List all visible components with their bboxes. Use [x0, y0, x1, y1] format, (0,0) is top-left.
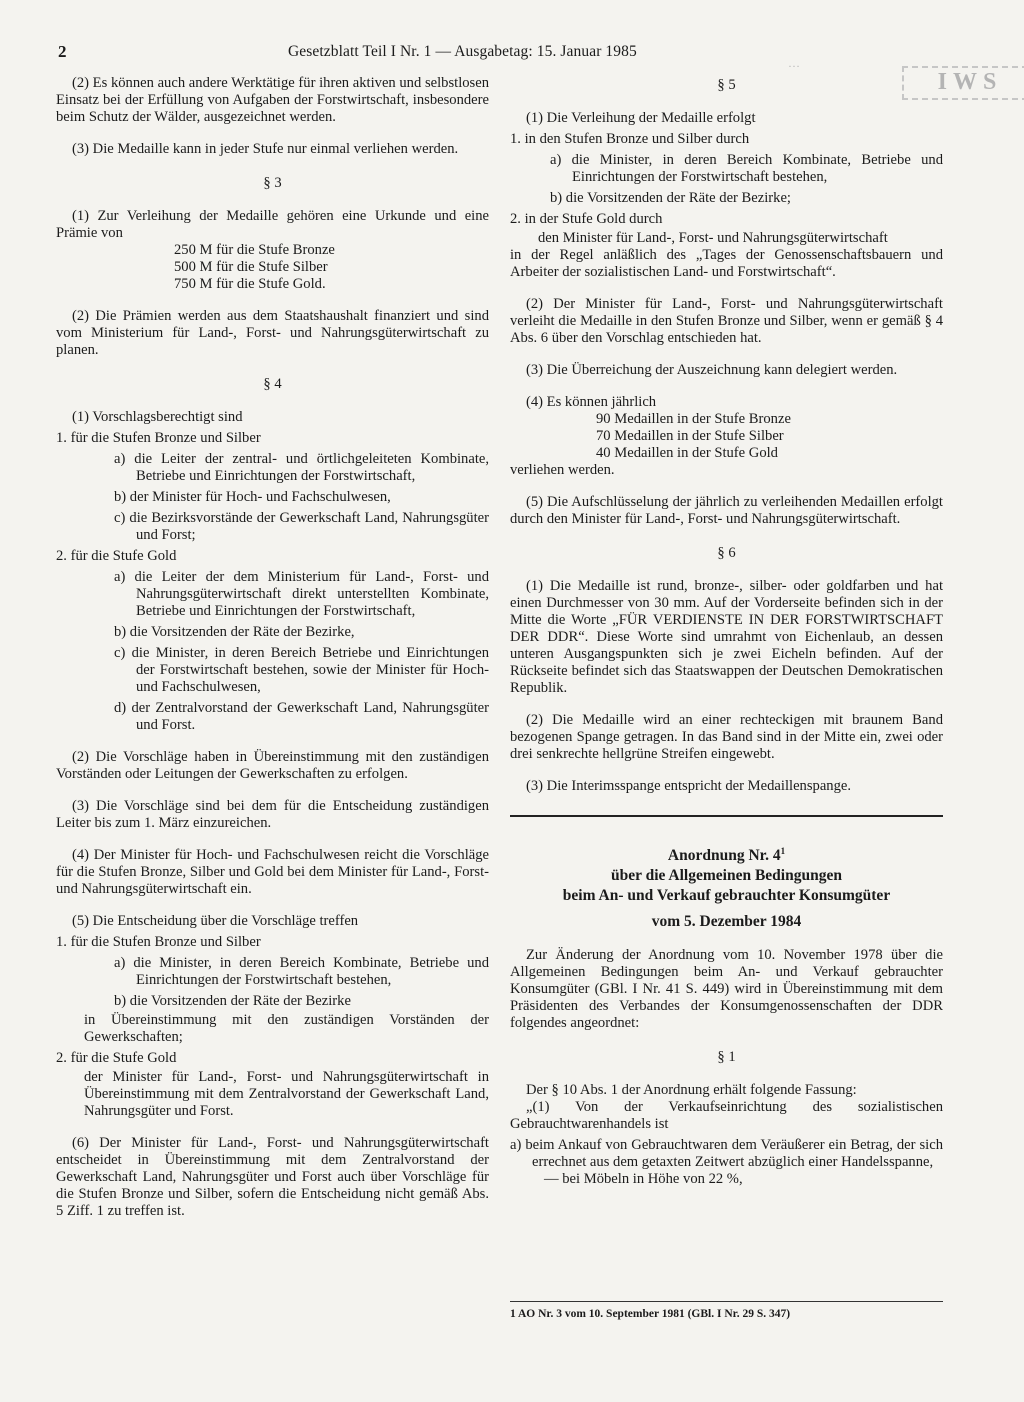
page-number: 2: [58, 42, 67, 61]
premium-list: [56, 242, 489, 293]
list-item: 2. für die Stufe Gold: [56, 1050, 177, 1066]
list-item: b) der Minister für Hoch- und Fachschulwesen,: [114, 489, 391, 505]
list-item: 90 Medaillen in der Stufe Bronze: [596, 411, 791, 427]
paragraph: (1) Zur Verleihung der Medaille gehören eine Urkunde und eine Prämie von: [56, 208, 489, 241]
list-item: a) die Minister, in deren Bereich Kombinate, Betriebe und Einrichtungen der Forstwirtschaft bestehen,: [114, 955, 489, 988]
title-date: vom 5. Dezember 1984: [651, 913, 802, 931]
section-heading: § 3: [263, 175, 282, 191]
paragraph: (3) Die Interimsspange entspricht der Medaillenspange.: [526, 778, 852, 794]
archive-stamp: IWS: [902, 66, 1024, 100]
paragraph: in der Regel anläßlich des „Tages der Genossenschaftsbauern und Arbeiter der sozialistischen Land- und Forstwirtschaft“.: [510, 247, 943, 280]
section-heading: § 4: [263, 376, 282, 392]
list-item: c) die Minister, in deren Bereich Betriebe und Einrichtungen der Forstwirtschaft bestehen, sowie der Minister für Hoch- und Fachschulwesen,: [114, 645, 489, 695]
paragraph: (2) Der Minister für Land-, Forst- und Nahrungsgüterwirtschaft verleiht die Medaille in den Stufen Bronze und Silber, wenn er gemäß § 4 Abs. 6 über den Vorschlag entschieden hat.: [510, 296, 943, 346]
paragraph: (5) Die Aufschlüsselung der jährlich zu verleihenden Medaillen erfolgt durch den Minister für Land-, Forst- und Nahrungsgüterwirtschaft.: [510, 494, 943, 527]
medal-quota-list: [510, 411, 943, 462]
paragraph: (4) Der Minister für Hoch- und Fachschulwesen reicht die Vorschläge für die Stufen Bronze, Silber und Gold bei dem Minister für Land-, Forst- und Nahrungsgüterwirtschaft ein.: [56, 847, 489, 897]
paragraph: (2) Die Prämien werden aus dem Staatshaushalt finanziert und sind vom Ministerium für Land-, Forst- und Nahrungsgüterwirtschaft zu planen.: [56, 308, 489, 358]
list-item: 750 M für die Stufe Gold.: [174, 276, 326, 292]
paragraph: Der § 10 Abs. 1 der Anordnung erhält folgende Fassung:: [526, 1082, 857, 1099]
list-item: 250 M für die Stufe Bronze: [174, 242, 335, 258]
paragraph: „(1) Von der Verkaufseinrichtung des sozialistischen Gebrauchtwarenhandels ist: [510, 1099, 943, 1133]
list-item: c) die Bezirksvorstände der Gewerkschaft Land, Nahrungsgüter und Forst;: [114, 510, 489, 543]
faint-stamp-mark: …: [788, 56, 800, 70]
section-heading: § 1: [717, 1049, 736, 1066]
paragraph: (2) Die Medaille wird an einer rechteckigen mit braunem Band bezogenen Spange getragen. In das Band sind in der Mitte ein, zwei oder drei senkrechte hellgrüne Streifen eingewebt.: [510, 712, 943, 762]
list-item: 1. für die Stufen Bronze und Silber: [56, 430, 261, 446]
paragraph: (6) Der Minister für Land-, Forst- und Nahrungsgüterwirtschaft entscheidet in Übereinstimmung mit dem Zentralvorstand der Gewerkschaft Land, Nahrungsgüter und Forst auch über Vorschläge für die Stufen Bronze und Silber, sofern die Entscheidung nicht gemäß Abs. 5 Ziff. 1 zu treffen ist.: [56, 1135, 489, 1219]
paragraph: (2) Die Vorschläge haben in Übereinstimmung mit den zuständigen Vorständen oder Leitungen der Gewerkschaften zu erfolgen.: [56, 749, 489, 782]
left-column: [56, 75, 489, 1220]
section-heading: § 6: [717, 545, 736, 561]
list-item: a) die Minister, in deren Bereich Kombinate, Betriebe und Einrichtungen der Forstwirtschaft bestehen,: [550, 152, 943, 185]
list-item: b) die Vorsitzenden der Räte der Bezirke: [114, 993, 351, 1009]
list-item: a) die Leiter der zentral- und örtlichgeleiteten Kombinate, Betriebe und Einrichtungen der Forstwirtschaft,: [114, 451, 489, 484]
paragraph: Zur Änderung der Anordnung vom 10. November 1978 über die Allgemeinen Bedingungen beim An- und Verkauf gebrauchter Konsumgüter (GBl. I Nr. 41 S. 449) wird in Übereinstimmung mit dem Präsidenten des Verbandes der Konsumgenossenschaften der DDR folgendes angeordnet:: [510, 947, 943, 1032]
paragraph: (2) Es können auch andere Werktätige für ihren aktiven und selbstlosen Einsatz bei der Erfüllung von Aufgaben der Forstwirtschaft, insbesondere beim Schutz der Wälder, ausgezeichnet werden.: [56, 75, 489, 125]
running-head: Gesetzblatt Teil I Nr. 1 — Ausgabetag: 15. Januar 1985: [288, 43, 637, 60]
list-item: a) beim Ankauf von Gebrauchtwaren dem Veräußerer ein Betrag, der sich errechnet aus dem getaxten Zeitwert abzüglich einer Handelsspanne,: [510, 1137, 943, 1171]
list-item: — bei Möbeln in Höhe von 22 %,: [544, 1171, 743, 1188]
list-item: a) die Leiter der dem Ministerium für Land-, Forst- und Nahrungsgüterwirtschaft direkt unterstellten Kombinate, Betriebe und Einrichtungen der Forstwirtschaft,: [114, 569, 489, 619]
paragraph: (1) Die Medaille ist rund, bronze-, silber- oder goldfarben und hat einen Durchmesser von 30 mm. Auf der Vorderseite befinden sich in der Mitte die Worte „FÜR VERDIENSTE IN DER FORSTWIRTSCHAFT DER DDR“. Diese Worte sind umrahmt von Eichenlaub, an dessen unteren Ausgangspunkten sich je zwei Eicheln befinden. Auf der Rückseite befindet sich das Staatswappen der Deutschen Demokratischen Republik.: [510, 578, 943, 696]
page-header: [58, 42, 1003, 95]
list-item: den Minister für Land-, Forst- und Nahrungsgüterwirtschaft: [538, 230, 888, 246]
list-item: 2. in der Stufe Gold durch: [510, 211, 663, 227]
footnote-marker: 1: [780, 846, 786, 856]
title-line: Anordnung Nr. $4^1$: [667, 846, 786, 865]
list-item: 40 Medaillen in der Stufe Gold: [596, 445, 778, 461]
title-line: beim An- und Verkauf gebrauchter Konsumgüter: [562, 887, 891, 905]
paragraph: (1) Vorschlagsberechtigt sind: [72, 409, 243, 425]
paragraph: (3) Die Überreichung der Auszeichnung kann delegiert werden.: [526, 362, 898, 378]
list-item: 500 M für die Stufe Silber: [174, 259, 328, 275]
list-item: der Minister für Land-, Forst- und Nahrungsgüterwirtschaft in Übereinstimmung mit dem Zentralvorstand der Gewerkschaft Land, Nahrungsgüter und Forst.: [84, 1069, 489, 1119]
paragraph: (4) Es können jährlich: [526, 394, 657, 410]
list-item: d) der Zentralvorstand der Gewerkschaft Land, Nahrungsgüter und Forst.: [114, 700, 489, 733]
list-item: 2. für die Stufe Gold: [56, 548, 177, 564]
paragraph: (5) Die Entscheidung über die Vorschläge treffen: [72, 913, 359, 929]
paragraph: verliehen werden.: [510, 462, 615, 478]
list-item: 1. für die Stufen Bronze und Silber: [56, 934, 261, 950]
paragraph: (3) Die Medaille kann in jeder Stufe nur einmal verliehen werden.: [72, 141, 459, 157]
list-item: b) die Vorsitzenden der Räte der Bezirke,: [114, 624, 355, 640]
paragraph: (1) Die Verleihung der Medaille erfolgt: [526, 110, 756, 126]
paragraph: (3) Die Vorschläge sind bei dem für die Entscheidung zuständigen Leiter bis zum 1. März einzureichen.: [56, 798, 489, 831]
list-item: in Übereinstimmung mit den zuständigen Vorständen der Gewerkschaften;: [84, 1012, 489, 1045]
list-item: 70 Medaillen in der Stufe Silber: [596, 428, 784, 444]
section-heading: § 5: [717, 77, 736, 93]
section-divider: [510, 815, 943, 817]
title-line: über die Allgemeinen Bedingungen: [611, 867, 842, 885]
list-item: 1. in den Stufen Bronze und Silber durch: [510, 131, 750, 147]
list-item: b) die Vorsitzenden der Räte der Bezirke;: [550, 190, 791, 206]
ordinance-title: [510, 841, 943, 932]
footnote: 1 AO Nr. 3 vom 10. September 1981 (GBl. I Nr. 29 S. 347): [510, 1301, 943, 1320]
right-column: [510, 75, 943, 1188]
